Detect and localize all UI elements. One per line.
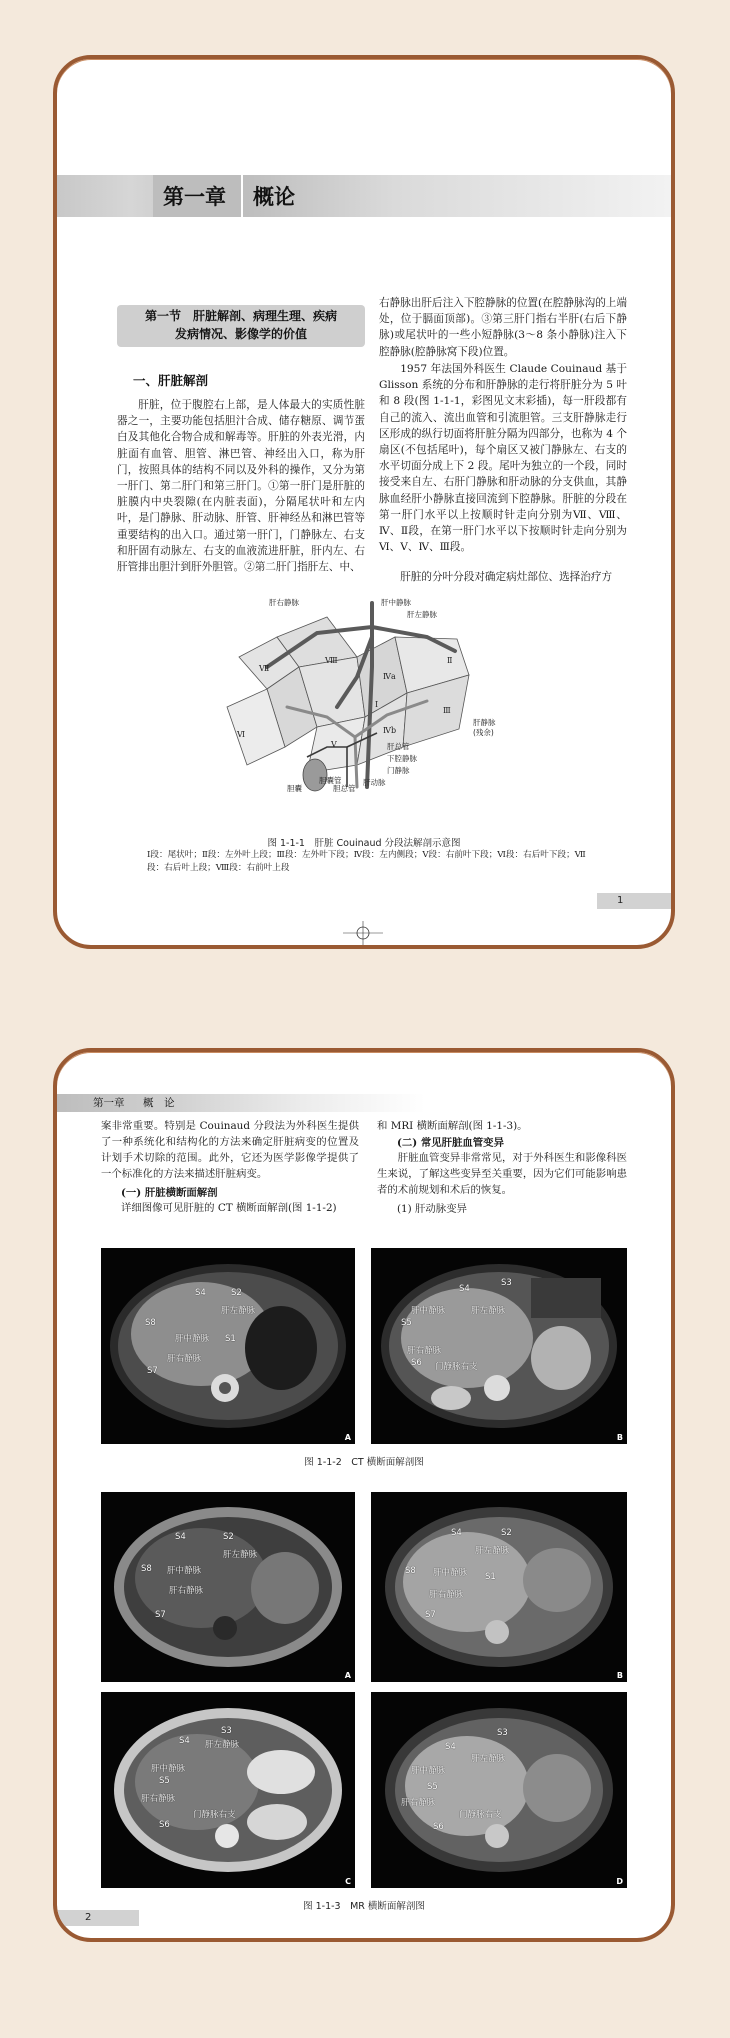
segment-label-7: Ⅶ [259,664,270,673]
mr-b-s8: S8 [405,1566,416,1576]
mr-a-rhv: 肝右静脉 [169,1586,204,1596]
label-left-hepatic-vein: 肝左静脉 [407,610,437,619]
ct-a-s4: S4 [195,1288,206,1298]
body-paragraph-right-2: 1957 年法国外科医生 Claude Couinaud 基于 Glisson 系统的分布和肝静脉的走行将肝脏分为 5 叶和 8 段(图 1-1-1，彩图见文末彩插)，每一肝段都有自己的流入、流出血管和引流胆管。三支肝静脉走行区形成的纵行切面将肝脏分隔为四部分，也称为 4 个扇区(不包括尾叶)，每个扇区又被门静脉左、右支的水平切面分成上下 2 段。尾叶为独立的一个段，同时接受来自左、右肝门静脉和肝动脉的分支供血，其静脉血经肝小静脉直接回流到下腔静脉。肝脏的分段在第一肝门水平以上按顺时针走向分别为Ⅶ、Ⅷ、Ⅳ、Ⅱ段，在第一肝门水平以下按顺时针走向分别为Ⅵ、Ⅴ、Ⅳ、Ⅲ段。 [379,363,627,554]
running-head-title: 概 论 [143,1097,175,1109]
mr-a-lhv: 肝左静脉 [223,1550,258,1560]
ct-a-letter: A [344,1433,351,1442]
label-middle-hepatic-vein: 肝中静脉 [381,598,411,607]
couinaud-liver-diagram [207,597,533,793]
mr-d-mhv: 肝中静脉 [411,1766,446,1776]
mr-d-s3: S3 [497,1728,508,1738]
ct-b-s5: S5 [401,1318,412,1328]
figure-2-caption: 图 1-1-2 CT 横断面解剖图 [304,1457,424,1468]
mr-scan-b [371,1492,627,1682]
mr-b-s7: S7 [425,1610,436,1620]
ct-b-letter: B [616,1433,623,1442]
mr-a-letter: A [344,1671,351,1680]
chapter-title: 概论 [253,185,295,209]
segment-label-1: Ⅰ [375,700,379,709]
mr-b-letter: B [616,1671,623,1680]
label-branch-note: (残余) [473,728,494,737]
ct-a-mhv: 肝中静脉 [175,1334,210,1344]
section-title-line-1: 第一节 肝脏解剖、病理生理、疾病 [144,309,337,323]
mr-b-s4: S4 [451,1528,462,1538]
body-paragraph-right-1: 右静脉出肝后注入下腔静脉的位置(在腔静脉沟的上端处，位于膈面顶部)。③第三肝门指右半肝(右后下静脉)或尾状叶的一些小短静脉(3～8 条小静脉)注入下腔静脉(腔静脉窝下段)位置。 [379,297,627,358]
mr-scan-d [371,1692,627,1888]
ct-b-mhv: 肝中静脉 [411,1306,446,1316]
ct-b-s3: S3 [501,1278,512,1288]
label-common-bile-duct: 胆总管 [333,784,356,793]
crop-mark-icon [343,921,383,945]
running-head-chapter: 第一章 [93,1097,125,1109]
mr-a-s7: S7 [155,1610,166,1620]
mr-b-lhv: 肝左静脉 [475,1546,510,1556]
mr-a-s4: S4 [175,1532,186,1542]
p2-left-subheading: (一) 肝脏横断面解剖 [121,1187,218,1199]
segment-label-4b: Ⅳb [383,726,397,735]
figure-1-legend: Ⅰ段：尾状叶；Ⅱ段：左外叶上段；Ⅲ段：左外叶下段；Ⅳ段：左内侧段；Ⅴ段：右前叶下段；Ⅵ段：右后叶下段；Ⅶ段：右后叶上段；Ⅷ段：右前叶上段 [147,850,586,873]
p2-right-text-2: 肝脏血管变异非常常见，对于外科医生和影像科医生来说，了解这些变异至关重要，因为它们可能影响患者的术前规划和术后的恢复。 [377,1152,627,1196]
ct-a-lhv: 肝左静脉 [221,1306,256,1316]
mr-d-s6: S6 [433,1822,444,1832]
book-page-1 [53,55,675,949]
mr-c-rhv: 肝右静脉 [141,1794,176,1804]
label-ivc: 下腔静脉 [387,754,417,763]
ct-b-s6: S6 [411,1358,422,1368]
mr-a-mhv: 肝中静脉 [167,1566,202,1576]
ct-b-pv-right: 门静脉右支 [435,1362,478,1372]
figure-1-caption: 图 1-1-1 肝脏 Couinaud 分段法解剖示意图 [267,838,461,849]
mr-d-lhv: 肝左静脉 [471,1754,506,1764]
chapter-number: 第一章 [163,185,226,209]
mr-c-pv-right: 门静脉右支 [193,1810,236,1820]
mr-c-letter: C [345,1877,351,1886]
ct-b-s4: S4 [459,1284,470,1294]
mr-c-s4: S4 [179,1736,190,1746]
mr-c-s6: S6 [159,1820,170,1830]
segment-label-8: Ⅷ [325,656,338,665]
p2-right-subheading: (二) 常见肝脏血管变异 [397,1137,504,1149]
section-title-line-2: 发病情况、影像学的价值 [174,327,307,341]
page-number: 2 [57,1910,139,1926]
mr-c-s3: S3 [221,1726,232,1736]
running-head [57,1094,671,1112]
p2-left-text: 案非常重要。特别是 Couinaud 分段法为外科医生提供了一种系统化和结构化的方法来确定肝脏病变的位置及计划手术切除的范围。此外，它还为医学影像学提供了一个标准化的方法来描述肝脏病变。 [101,1120,359,1180]
section-title [117,305,365,347]
label-cystic-duct: 胆囊管 [319,776,342,785]
label-portal-vein: 门静脉 [387,766,410,775]
page-number: 1 [597,893,671,909]
label-hepatic-vein-branch: 肝静脉 [473,718,496,727]
segment-label-2: Ⅱ [447,656,453,665]
ct-a-rhv: 肝右静脉 [167,1354,202,1364]
mr-c-s5: S5 [159,1776,170,1786]
ct-scan-a [101,1248,355,1444]
book-page-2 [53,1048,675,1942]
p2-left-text-2: 详细图像可见肝脏的 CT 横断面解剖(图 1-1-2) [121,1202,337,1214]
label-right-hepatic-vein: 肝右静脉 [269,598,299,607]
segment-label-3: Ⅲ [443,706,451,715]
ct-a-s8: S8 [145,1318,156,1328]
mr-c-lhv: 肝左静脉 [205,1740,240,1750]
body-paragraph-left: 肝脏，位于腹腔右上部，是人体最大的实质性脏器之一，主要功能包括胆汁合成、储存糖原、调节蛋白及其他化合物合成和解毒等。肝脏的外表光滑，内脏面有血管、胆管、淋巴管、神经出入口，称为肝门，按照具体的结构不同以及外科的操作，又分为第一肝门、第二肝门和第三肝门。①第一肝门是肝脏的脏膜内中央裂隙(在内脏表面)，分隔尾状叶和左内叶，是门静脉、肝动脉、肝管、肝神经丛和淋巴管等重要结构的出入口。通过第一肝门，门静脉左、右支和肝固有动脉左、右支的血液流进肝脏，肝内左、右肝管排出胆汁到肝外胆管。②第二肝门指肝左、中、 [117,399,365,574]
segment-label-4a: Ⅳa [383,672,396,681]
ct-b-rhv: 肝右静脉 [407,1346,442,1356]
p2-right-text-1: 和 MRI 横断面解剖(图 1-1-3)。 [377,1120,528,1132]
figure-3-caption: 图 1-1-3 MR 横断面解剖图 [303,1901,425,1912]
segment-label-6: Ⅵ [237,730,246,739]
label-hepatic-artery: 肝动脉 [363,778,386,787]
label-gallbladder: 胆囊 [287,784,302,793]
mr-d-pv-right: 门静脉右支 [459,1810,502,1820]
ct-scan-b [371,1248,627,1444]
mr-b-rhv: 肝右静脉 [429,1590,464,1600]
segment-label-5: Ⅴ [331,740,337,749]
mr-b-s2: S2 [501,1528,512,1538]
mr-a-s8: S8 [141,1564,152,1574]
body-paragraph-right-3: 肝脏的分叶分段对确定病灶部位、选择治疗方 [400,571,613,583]
ct-a-s1: S1 [225,1334,236,1344]
ct-a-s7: S7 [147,1366,158,1376]
mr-d-rhv: 肝右静脉 [401,1798,436,1808]
mr-b-mhv: 肝中静脉 [433,1568,468,1578]
mr-b-s1: S1 [485,1572,496,1582]
mr-d-s5: S5 [427,1782,438,1792]
mr-scan-a [101,1492,355,1682]
mr-d-s4: S4 [445,1742,456,1752]
mr-c-mhv: 肝中静脉 [151,1764,186,1774]
mr-d-letter: D [616,1877,623,1886]
ct-a-s2: S2 [231,1288,242,1298]
chapter-banner [57,175,671,217]
ct-b-lhv: 肝左静脉 [471,1306,506,1316]
subheading-liver-anatomy: 一、肝脏解剖 [133,373,209,388]
label-common-hepatic-duct: 肝总管 [387,742,410,751]
p2-right-subheading-2: (1) 肝动脉变异 [397,1203,467,1215]
mr-scan-c [101,1692,355,1888]
mr-a-s2: S2 [223,1532,234,1542]
